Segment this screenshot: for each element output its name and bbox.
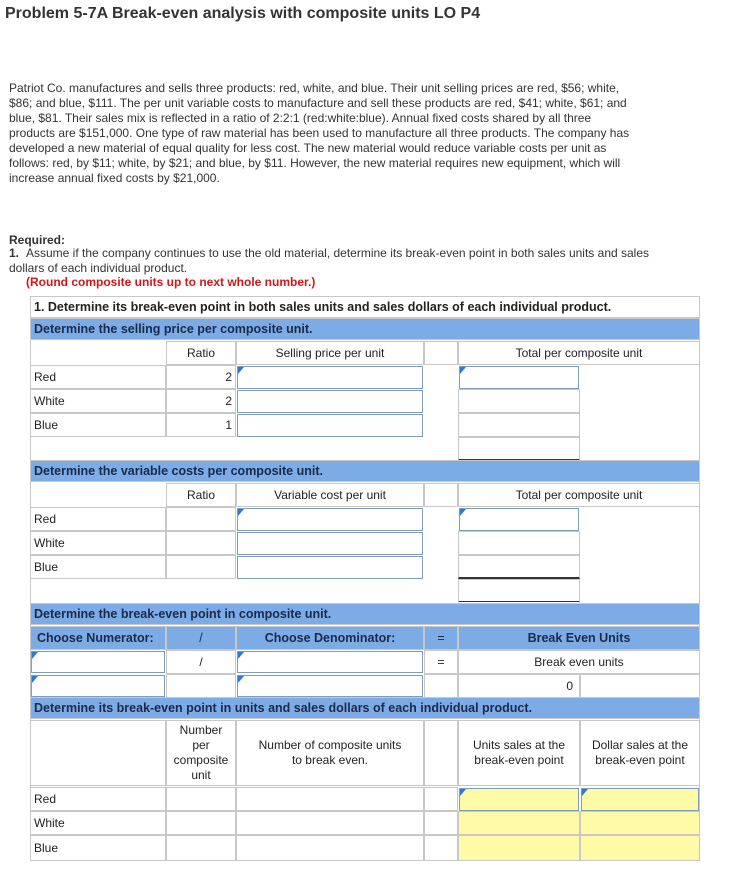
individual-blue-composite bbox=[236, 835, 424, 861]
equals-sign: = bbox=[424, 650, 458, 674]
variable-col-total: Total per composite unit bbox=[458, 483, 700, 507]
required-item-number: 1. bbox=[9, 246, 20, 260]
blue-dollars-input[interactable] bbox=[580, 835, 700, 861]
selling-col-spacer bbox=[424, 341, 458, 365]
selling-row-red-label: Red bbox=[30, 365, 166, 389]
break-even-units-value: 0 bbox=[458, 674, 580, 698]
selling-total-row-cell bbox=[458, 437, 580, 461]
individual-white-number bbox=[166, 811, 236, 835]
selling-col-total: Total per composite unit bbox=[458, 341, 700, 365]
division-slash: / bbox=[166, 626, 236, 650]
individual-section-heading: Determine its break-even point in units and sales dollars of each individual product. bbox=[30, 697, 700, 719]
selling-total-cell bbox=[458, 389, 580, 413]
blank-cell bbox=[424, 674, 458, 698]
individual-col-units: Units sales at the break-even point bbox=[458, 720, 580, 786]
selling-red-price-input[interactable] bbox=[237, 366, 423, 389]
numerator-label: Choose Numerator: bbox=[30, 626, 166, 650]
page-title: Problem 5-7A Break-even analysis with composite units LO P4 bbox=[5, 5, 481, 22]
variable-row-red-ratio bbox=[166, 507, 236, 531]
breakeven-section-heading: Determine the break-even point in composite unit. bbox=[30, 603, 700, 625]
denominator-select[interactable] bbox=[237, 651, 423, 673]
red-units-input[interactable] bbox=[459, 788, 579, 811]
equals-sign: = bbox=[424, 626, 458, 650]
variable-section-heading: Determine the variable costs per composite unit. bbox=[30, 460, 700, 482]
numerator-select[interactable] bbox=[31, 651, 165, 673]
variable-row-white-ratio bbox=[166, 531, 236, 555]
selling-row-white-label: White bbox=[30, 389, 166, 413]
individual-row-white-label: White bbox=[30, 811, 166, 835]
selling-col-price: Selling price per unit bbox=[236, 341, 424, 365]
required-item-1 bbox=[9, 246, 649, 290]
individual-col-dollars: Dollar sales at the break-even point bbox=[580, 720, 700, 786]
variable-col-spacer bbox=[424, 483, 458, 507]
division-slash: / bbox=[166, 650, 236, 674]
selling-row-blue-label: Blue bbox=[30, 413, 166, 437]
variable-row-blue-ratio bbox=[166, 555, 236, 579]
variable-col-ratio: Ratio bbox=[166, 483, 236, 507]
problem-description: Patriot Co. manufactures and sells three products: red, white, and blue. Their unit selling prices are red, $56; white, $86; and blue, $111. The per unit variable costs to manufacture and sell these products are red, $41; white, $61; and blue, $81. Their sales mix is reflected in a ratio of 2:2:1 (red:white:blue). Annual fixed costs shared by all three products are $151,000. One type of raw material has been used to manufacture all three products. The company has developed a new material of equal quality for less cost. The new material would reduce variable costs per unit as follows: red, by $11; white, by $21; and blue, by $11. However, the new material requires new equipment, which will increase annual fixed costs by $21,000. bbox=[9, 81, 630, 185]
individual-red-number bbox=[166, 787, 236, 811]
white-dollars-input[interactable] bbox=[580, 811, 700, 835]
variable-red-cost-input[interactable] bbox=[237, 508, 423, 531]
selling-total-input[interactable] bbox=[459, 366, 579, 389]
blank-cell bbox=[580, 674, 700, 698]
numerator-value-input[interactable] bbox=[31, 675, 165, 697]
selling-blue-price-input[interactable] bbox=[237, 414, 423, 437]
individual-blue-number bbox=[166, 835, 236, 861]
variable-row-blue-label: Blue bbox=[30, 555, 166, 579]
break-even-units-label: Break even units bbox=[458, 650, 700, 674]
variable-total-cell bbox=[458, 531, 580, 555]
individual-col-blank bbox=[30, 720, 166, 786]
individual-red-spacer bbox=[424, 787, 458, 811]
variable-total-row-cell bbox=[458, 579, 580, 604]
selling-row-blue-ratio: 1 bbox=[166, 413, 236, 437]
white-units-input[interactable] bbox=[458, 811, 580, 835]
variable-white-cost-input[interactable] bbox=[237, 532, 423, 555]
denominator-label: Choose Denominator: bbox=[236, 626, 424, 650]
break-even-units-header: Break Even Units bbox=[458, 626, 700, 650]
individual-row-blue-label: Blue bbox=[30, 835, 166, 861]
blue-units-input[interactable] bbox=[458, 835, 580, 861]
variable-col-cost: Variable cost per unit bbox=[236, 483, 424, 507]
selling-row-red-ratio: 2 bbox=[166, 365, 236, 389]
red-dollars-input[interactable] bbox=[581, 788, 699, 811]
variable-row-red-label: Red bbox=[30, 507, 166, 531]
selling-total-cell bbox=[458, 413, 580, 437]
selling-white-price-input[interactable] bbox=[237, 390, 423, 413]
required-heading: Required: bbox=[9, 233, 66, 247]
variable-total-input[interactable] bbox=[459, 508, 579, 531]
individual-white-composite bbox=[236, 811, 424, 835]
individual-row-red-label: Red bbox=[30, 787, 166, 811]
selling-section-heading: Determine the selling price per composite unit. bbox=[30, 318, 700, 340]
variable-blue-cost-input[interactable] bbox=[237, 556, 423, 579]
individual-col-spacer bbox=[424, 720, 458, 786]
individual-red-composite bbox=[236, 787, 424, 811]
selling-row-white-ratio: 2 bbox=[166, 389, 236, 413]
individual-col-composite: Number of composite units to break even. bbox=[236, 720, 424, 786]
selling-col-ratio: Ratio bbox=[166, 341, 236, 365]
individual-white-spacer bbox=[424, 811, 458, 835]
individual-blue-spacer bbox=[424, 835, 458, 861]
variable-row-white-label: White bbox=[30, 531, 166, 555]
worksheet-main-heading: 1. Determine its break-even point in both sales units and sales dollars of each individual product. bbox=[30, 296, 700, 318]
denominator-value-input[interactable] bbox=[237, 675, 423, 697]
individual-col-number: Number per composite unit bbox=[166, 720, 236, 786]
blank-cell bbox=[166, 674, 236, 698]
variable-total-cell bbox=[458, 555, 580, 579]
required-item-emphasis: (Round composite units up to next whole number.) bbox=[26, 275, 316, 289]
required-item-text: Assume if the company continues to use the old material, determine its break-even point in both sales units and sales dollars of each individual product. bbox=[9, 246, 650, 275]
